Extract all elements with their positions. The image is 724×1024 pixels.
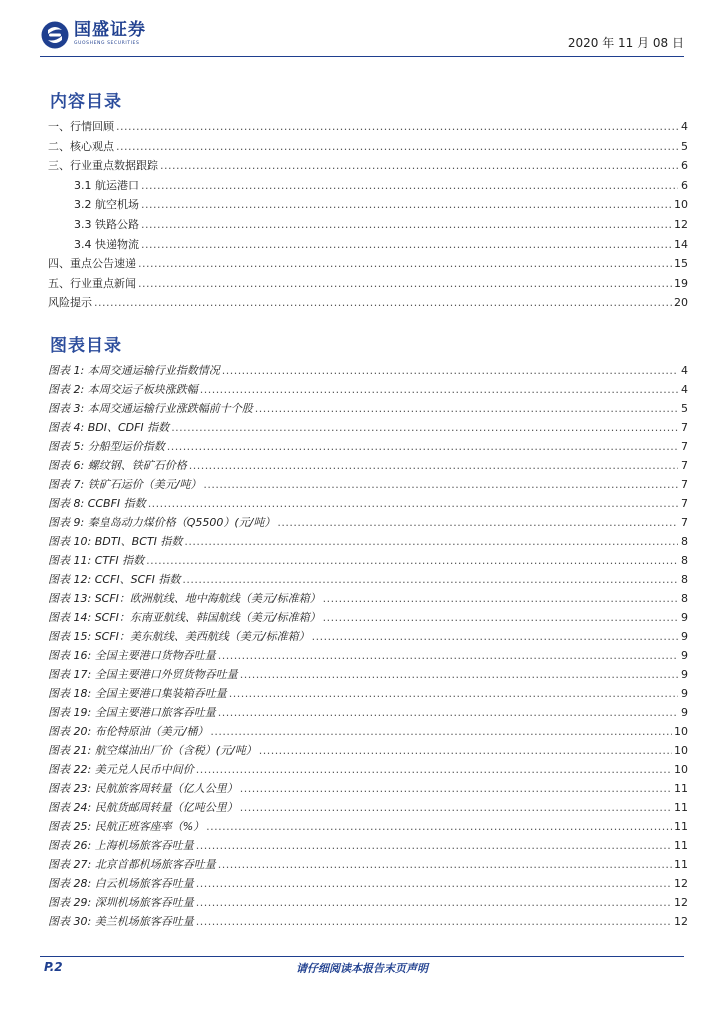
dot-leader [259,741,672,760]
figure-entry-page-number: 12 [674,877,688,890]
toc-entry-label: 3.2 航空机场 [74,198,139,212]
figure-entry-label: 图表 3: 本周交通运输行业涨跌幅前十个股 [48,402,253,415]
logo-english-name: GUOSHENG SECURITIES [74,41,140,46]
figure-entry[interactable] [48,893,688,912]
dot-leader [240,779,672,798]
figure-entry[interactable] [48,589,688,608]
figure-entry-label: 图表 6: 螺纹钢、铁矿石价格 [48,459,187,472]
figure-entry-label: 图表 5: 分船型运价指数 [48,440,165,453]
dot-leader [141,235,672,255]
figure-entry-label: 图表 10: BDTI、BCTI 指数 [48,535,183,548]
toc-entry-label: 3.1 航运港口 [74,178,139,192]
figure-entry[interactable] [48,855,688,874]
figure-entry-page-number: 8 [681,554,688,567]
figure-entry[interactable] [48,836,688,855]
figure-entry-label: 图表 13: SCFI：欧洲航线、地中海航线（美元/标准箱） [48,592,321,605]
dot-leader [196,912,672,931]
figure-entry-page-number: 10 [674,744,688,757]
figure-entry-page-number: 8 [681,535,688,548]
logo-emblem-icon [40,20,70,50]
toc-entry-page-number: 10 [674,198,688,212]
figure-entry-label: 图表 21: 航空煤油出厂价（含税）(元/吨） [48,744,257,757]
figure-entry-label: 图表 12: CCFI、SCFI 指数 [48,573,181,586]
figure-entry-page-number: 7 [681,459,688,472]
toc-entry[interactable] [48,293,688,313]
figure-entry[interactable] [48,399,688,418]
dot-leader [200,380,678,399]
list-of-figures [48,361,688,931]
dot-leader [255,399,678,418]
figure-entry-page-number: 12 [674,896,688,909]
figure-entry-label: 图表 17: 全国主要港口外贸货物吞吐量 [48,668,238,681]
figure-entry-label: 图表 18: 全国主要港口集装箱吞吐量 [48,687,227,700]
figure-entry-label: 图表 1: 本周交通运输行业指数情况 [48,364,220,377]
figure-entry[interactable] [48,874,688,893]
figure-entry[interactable] [48,779,688,798]
figure-entry-label: 图表 25: 民航正班客座率（%） [48,820,205,833]
figure-entry-label: 图表 30: 美兰机场旅客吞吐量 [48,915,194,928]
dot-leader [206,817,672,836]
dot-leader [160,156,678,176]
dot-leader [323,589,678,608]
figure-entry-label: 图表 24: 民航货邮周转量（亿吨公里） [48,801,238,814]
toc-entry[interactable] [48,195,688,215]
figure-entry[interactable] [48,912,688,931]
dot-leader [148,494,678,513]
page-number: P.2 [44,960,63,974]
figure-entry[interactable] [48,665,688,684]
toc-entry[interactable] [48,117,688,137]
figure-entry-label: 图表 26: 上海机场旅客吞吐量 [48,839,194,852]
dot-leader [94,293,672,313]
dot-leader [189,456,678,475]
figure-entry-label: 图表 22: 美元兑人民币中间价 [48,763,194,776]
toc-entry[interactable] [48,235,688,255]
figure-entry-page-number: 11 [674,839,688,852]
figure-entry-label: 图表 15: SCFI：美东航线、美西航线（美元/标准箱） [48,630,310,643]
figure-entry[interactable] [48,627,688,646]
dot-leader [141,176,678,196]
dot-leader [218,703,678,722]
figure-entry-page-number: 10 [674,725,688,738]
dot-leader [138,254,672,274]
toc-entry-label: 二、核心观点 [48,139,114,153]
figure-entry-page-number: 12 [674,915,688,928]
figure-entry-page-number: 7 [681,478,688,491]
dot-leader [312,627,678,646]
figure-entry[interactable] [48,646,688,665]
report-date: 2020 年 11 月 08 日 [567,36,684,50]
toc-entry-page-number: 14 [674,237,688,251]
dot-leader [196,874,672,893]
toc-entry-label: 3.3 铁路公路 [74,217,139,231]
toc-entry[interactable] [48,274,688,294]
figure-entry-label: 图表 11: CTFI 指数 [48,554,145,567]
dot-leader [141,195,672,215]
figure-entry[interactable] [48,456,688,475]
figure-entry-label: 图表 2: 本周交运子板块涨跌幅 [48,383,198,396]
header-divider [40,56,684,57]
figure-entry-page-number: 7 [681,421,688,434]
toc-entry-label: 风险提示 [48,296,92,310]
figure-entry[interactable] [48,513,688,532]
toc-entry-page-number: 6 [681,178,688,192]
dot-leader [210,722,672,741]
dot-leader [323,608,678,627]
figure-entry-label: 图表 23: 民航旅客周转量（亿人公里） [48,782,238,795]
dot-leader [218,855,672,874]
dot-leader [116,117,678,137]
figure-entry-page-number: 4 [681,364,688,377]
figure-entry[interactable] [48,741,688,760]
toc-entry-page-number: 12 [674,217,688,231]
toc-entry-label: 一、行情回顾 [48,120,114,133]
figure-entry-label: 图表 27: 北京首都机场旅客吞吐量 [48,858,216,871]
logo-chinese-name: 国盛证券 [74,20,146,40]
dot-leader [171,418,678,437]
dot-leader [240,798,672,817]
figure-entry-label: 图表 28: 白云机场旅客吞吐量 [48,877,194,890]
figure-entry-page-number: 9 [681,611,688,624]
toc-entry-page-number: 5 [681,139,688,153]
figure-entry-label: 图表 4: BDI、CDFI 指数 [48,421,170,434]
company-logo [40,20,146,50]
figure-entry[interactable] [48,817,688,836]
dot-leader [196,836,672,855]
figure-entry-page-number: 11 [674,782,688,795]
figure-entry-page-number: 7 [681,516,688,529]
dot-leader [138,274,672,294]
figure-entry-label: 图表 14: SCFI：东南亚航线、韩国航线（美元/标准箱） [48,611,321,624]
toc-entry-label: 四、重点公告速递 [48,257,136,271]
dot-leader [196,760,672,779]
figure-entry-page-number: 9 [681,630,688,643]
figure-entry[interactable] [48,361,688,380]
toc-entry-label: 三、行业重点数据跟踪 [48,159,158,173]
dot-leader [203,475,678,494]
toc-entry-page-number: 4 [681,120,688,133]
figure-entry-page-number: 7 [681,497,688,510]
dot-leader [141,215,672,235]
figure-entry[interactable] [48,380,688,399]
figure-entry[interactable] [48,437,688,456]
dot-leader [277,513,678,532]
dot-leader [182,570,678,589]
toc-heading: 内容目录 [50,92,122,112]
figure-entry[interactable] [48,703,688,722]
disclaimer-note: 请仔细阅读本报告末页声明 [296,962,428,975]
figure-entry-page-number: 10 [674,763,688,776]
toc-entry-label: 五、行业重点新闻 [48,276,136,290]
figure-entry-page-number: 9 [681,649,688,662]
toc-entry[interactable] [48,156,688,176]
figure-entry[interactable] [48,418,688,437]
toc-entry-label: 3.4 快递物流 [74,237,139,251]
figure-entry-label: 图表 20: 布伦特原油（美元/桶） [48,725,209,738]
figure-entry-label: 图表 9: 秦皇岛动力煤价格（Q5500）(元/吨） [48,516,276,529]
figure-entry-page-number: 4 [681,383,688,396]
page-header [40,20,684,56]
figure-entry-page-number: 5 [681,402,688,415]
dot-leader [184,532,678,551]
figure-entry[interactable] [48,684,688,703]
dot-leader [240,665,678,684]
dot-leader [218,646,678,665]
toc-entry-page-number: 20 [674,296,688,310]
figure-entry-label: 图表 8: CCBFI 指数 [48,497,146,510]
figure-entry[interactable] [48,532,688,551]
figure-entry[interactable] [48,760,688,779]
table-of-contents [48,117,688,313]
figure-entry[interactable] [48,494,688,513]
toc-entry-page-number: 6 [681,159,688,173]
figure-entry-page-number: 7 [681,440,688,453]
figure-entry-label: 图表 7: 铁矿石运价（美元/吨） [48,478,202,491]
toc-entry[interactable] [48,137,688,157]
toc-entry[interactable] [48,176,688,196]
figure-entry-label: 图表 29: 深圳机场旅客吞吐量 [48,896,194,909]
figure-entry[interactable] [48,608,688,627]
footer-divider [40,956,684,957]
toc-entry[interactable] [48,254,688,274]
dot-leader [167,437,678,456]
figure-entry[interactable] [48,551,688,570]
figure-entry-label: 图表 16: 全国主要港口货物吞吐量 [48,649,216,662]
dot-leader [196,893,672,912]
figures-heading: 图表目录 [50,336,122,356]
figure-entry[interactable] [48,570,688,589]
figure-entry[interactable] [48,475,688,494]
toc-entry-page-number: 15 [674,257,688,271]
figure-entry-page-number: 11 [674,858,688,871]
toc-entry-page-number: 19 [674,276,688,290]
figure-entry-page-number: 8 [681,592,688,605]
toc-entry[interactable] [48,215,688,235]
figure-entry[interactable] [48,722,688,741]
figure-entry-page-number: 8 [681,573,688,586]
figure-entry-page-number: 11 [674,820,688,833]
figure-entry-page-number: 9 [681,687,688,700]
dot-leader [146,551,678,570]
figure-entry-page-number: 9 [681,668,688,681]
figure-entry-page-number: 11 [674,801,688,814]
figure-entry-label: 图表 19: 全国主要港口旅客吞吐量 [48,706,216,719]
figure-entry-page-number: 9 [681,706,688,719]
dot-leader [229,684,678,703]
dot-leader [116,137,678,157]
dot-leader [222,361,678,380]
figure-entry[interactable] [48,798,688,817]
